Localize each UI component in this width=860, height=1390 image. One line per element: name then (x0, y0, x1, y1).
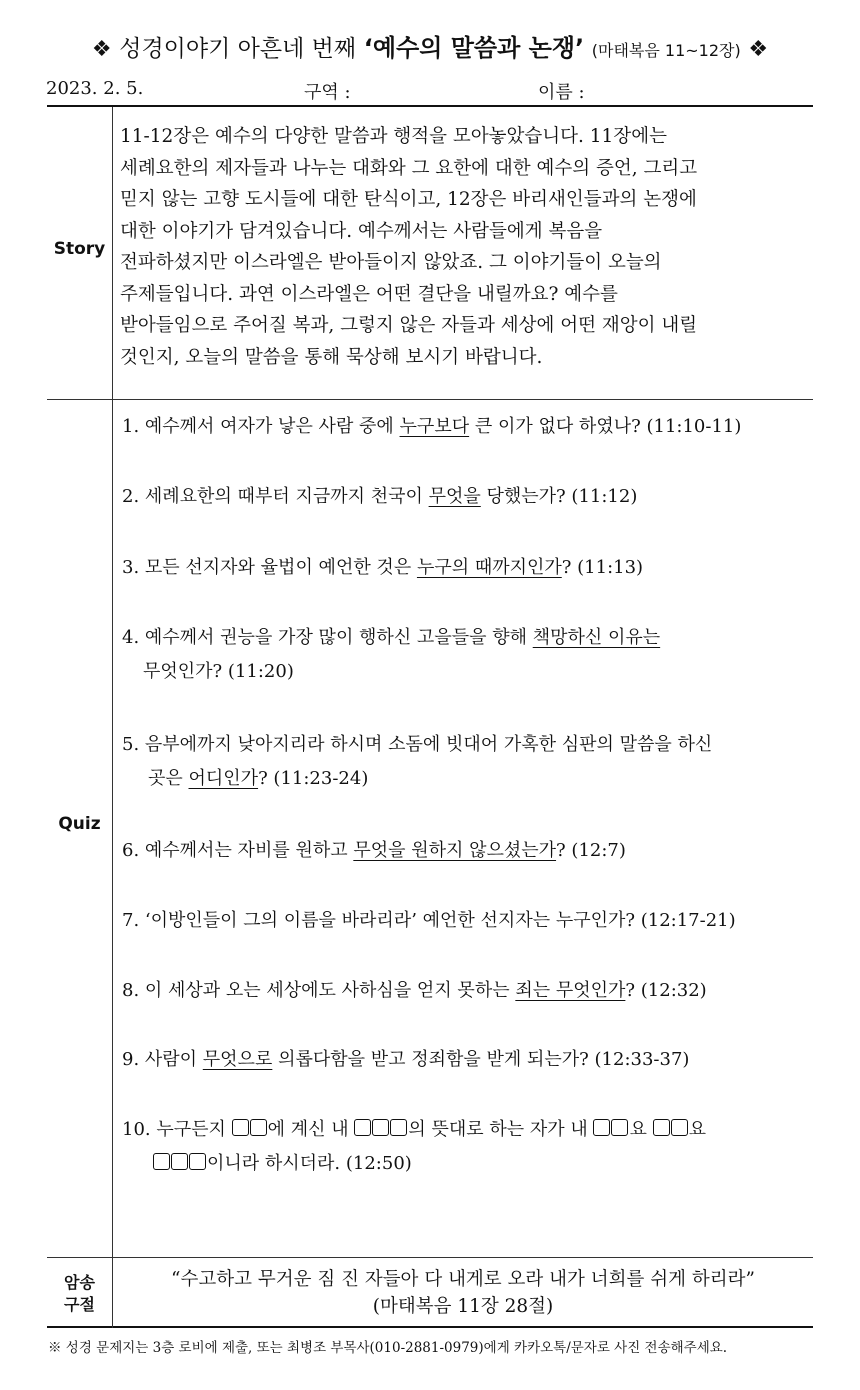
memory-verse-row (47, 1258, 813, 1328)
blank-box (593, 1119, 610, 1136)
blank-box (372, 1119, 389, 1136)
story-line: 세례요한의 제자들과 나누는 대화와 그 요한에 대한 예수의 증언, 그리고 (120, 157, 698, 179)
answer-hint-underline: 무엇을 (428, 486, 481, 507)
quiz-label: Quiz (58, 814, 101, 834)
blank-box (653, 1119, 670, 1136)
story-label: Story (53, 239, 106, 259)
blank-box (250, 1119, 267, 1136)
worksheet-table (47, 105, 813, 1328)
story-line: 11-12장은 예수의 다양한 말씀과 행적을 모아놓았습니다. 11장에는 (120, 126, 667, 147)
memory-verse-label: 암송 구절 (64, 1273, 95, 1314)
answer-hint-underline: 누구보다 (399, 416, 470, 437)
quiz-question-9: 9. 사람이 무엇으로 의롭다함을 받고 정죄함을 받게 되는가? (12:33-37) (122, 1049, 690, 1070)
column-divider (112, 400, 113, 1257)
title-main: ‘예수의 말씀과 논쟁’ (363, 34, 585, 62)
quiz-question-1: 1. 예수께서 여자가 낳은 사람 중에 누구보다 큰 이가 없다 하였나? (11:10-11) (122, 416, 742, 437)
date-text: 2023. 2. 5. (46, 78, 144, 99)
page-title (0, 28, 860, 63)
answer-hint-underline: 무엇을 원하지 않으셨는가 (353, 840, 557, 861)
blank-box (232, 1119, 249, 1136)
story-text (120, 121, 810, 373)
blank-box (189, 1153, 206, 1170)
blank-box (671, 1119, 688, 1136)
blank-box (153, 1153, 170, 1170)
quiz-question-2: 2. 세례요한의 때부터 지금까지 천국이 무엇을 당했는가? (11:12) (122, 486, 638, 507)
memory-verse-text: “수고하고 무거운 짐 진 자들아 다 내게로 오라 내가 너희를 쉬게 하리라” (171, 1269, 755, 1290)
answer-hint-underline: 책망하신 이유는 (532, 627, 661, 648)
quiz-question-3: 3. 모든 선지자와 율법이 예언한 것은 누구의 때까지인가? (11:13) (122, 557, 644, 578)
submission-footnote: ※ 성경 문제지는 3층 로비에 제출, 또는 최병조 부목사(010-2881-0979)에게 카카오톡/문자로 사진 전송해주세요. (48, 1340, 728, 1356)
quiz-row (47, 400, 813, 1258)
memory-verse (113, 1266, 813, 1320)
title-lead: 성경이야기 아흔네 번째 (119, 36, 357, 62)
answer-hint-underline: 어디인가 (188, 768, 259, 789)
story-row (47, 107, 813, 400)
story-line: 것인지, 오늘의 말씀을 통해 묵상해 보시기 바랍니다. (120, 346, 543, 368)
story-line: 주제들입니다. 과연 이스라엘은 어떤 결단을 내릴까요? 예수를 (120, 283, 618, 305)
name-field-label: 이름 : (538, 82, 585, 103)
blank-box (611, 1119, 628, 1136)
blank-box (354, 1119, 371, 1136)
quiz-question-7: 7. ‘이방인들이 그의 이름을 바라리라’ 예언한 선지자는 누구인가? (12:17-21) (122, 910, 736, 931)
diamond-ornament-icon: ❖ (91, 37, 112, 62)
story-line: 받아들임으로 주어질 복과, 그렇지 않은 자들과 세상에 어떤 재앙이 내릴 (120, 315, 698, 336)
story-line: 전파하셨지만 이스라엘은 받아들이지 않았죠. 그 이야기들이 오늘의 (120, 252, 662, 273)
answer-hint-underline: 누구의 때까지인가 (416, 557, 562, 578)
quiz-question-6: 6. 예수께서는 자비를 원하고 무엇을 원하지 않으셨는가? (12:7) (122, 840, 626, 861)
district-field-label: 구역 : (304, 82, 351, 103)
column-divider (112, 107, 113, 399)
answer-hint-underline: 무엇으로 (202, 1049, 273, 1070)
title-reference: (마태복음 11~12장) (591, 41, 741, 60)
blank-box (390, 1119, 407, 1136)
story-line: 대한 이야기가 담겨있습니다. 예수께서는 사람들에게 복음을 (120, 220, 603, 242)
blank-box (171, 1153, 188, 1170)
quiz-question-5: 5. 음부에까지 낮아지리라 하시며 소돔에 빗대어 가혹한 심판의 말씀을 하신 곳은 어디인가? (11:23-24) (122, 734, 713, 789)
quiz-question-8: 8. 이 세상과 오는 세상에도 사하심을 얻지 못하는 죄는 무엇인가? (12:32) (122, 980, 707, 1001)
story-line: 믿지 않는 고향 도시들에 대한 탄식이고, 12장은 바리새인들과의 논쟁에 (120, 189, 697, 210)
memory-verse-reference: (마태복음 11장 28절) (372, 1296, 554, 1317)
quiz-question-4: 4. 예수께서 권능을 가장 많이 행하신 고을들을 향해 책망하신 이유는 무엇인가? (11:20) (122, 627, 661, 682)
quiz-question-10: 10. 누구든지 에 계신 내 의 뜻대로 하는 자가 내 요 요 이니라 하시더라. (12:50) (122, 1119, 706, 1174)
answer-hint-underline: 죄는 무엇인가 (515, 980, 626, 1001)
diamond-ornament-icon: ❖ (748, 37, 769, 62)
